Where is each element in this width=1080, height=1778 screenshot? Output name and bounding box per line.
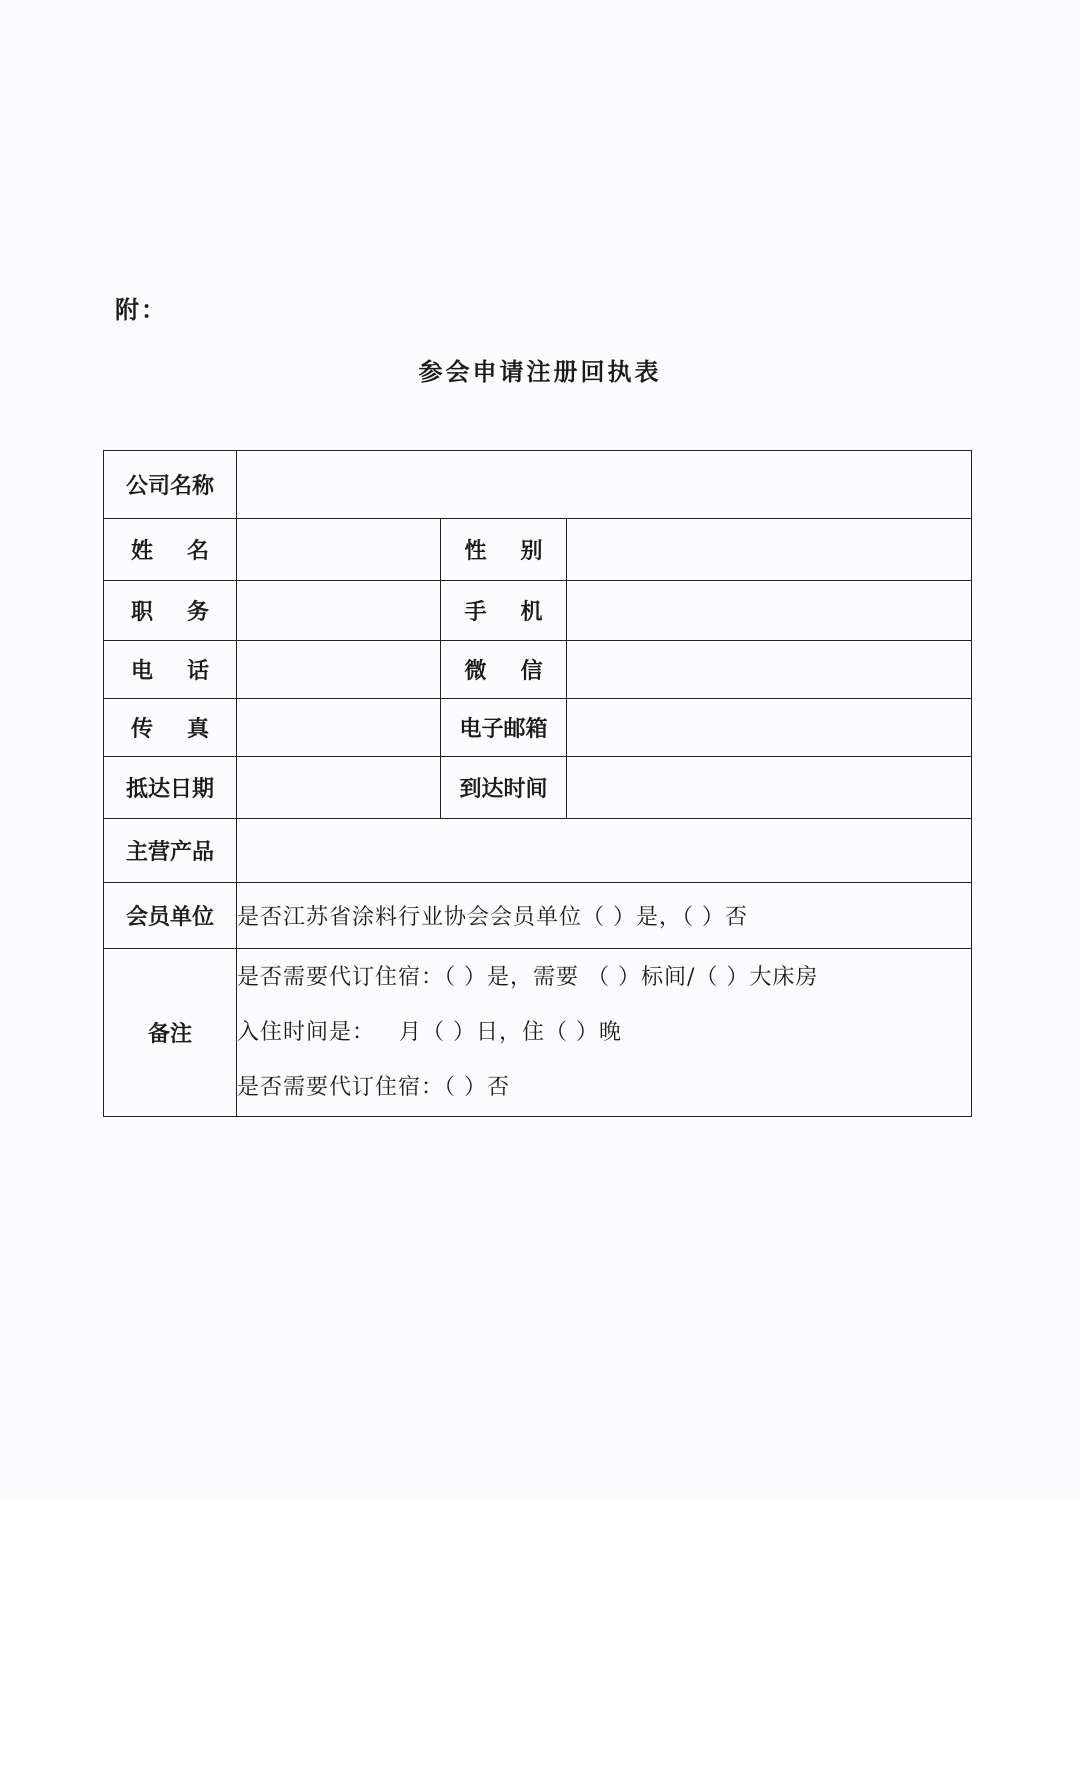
field-email[interactable] [567,699,972,757]
row-name-gender [104,519,972,581]
field-position[interactable] [237,581,441,641]
field-fax[interactable] [237,699,441,757]
field-gender[interactable] [567,519,972,581]
attachment-label: 附： [115,295,167,324]
label-arrival-date: 抵达日期 [104,757,237,819]
label-name: 姓 名 [104,519,237,581]
form-title: 参会申请注册回执表 [418,357,662,386]
field-mobile[interactable] [567,581,972,641]
label-member: 会员单位 [104,883,237,949]
registration-form-table [103,450,972,1117]
label-mobile: 手 机 [441,581,567,641]
field-wechat[interactable] [567,641,972,699]
field-products[interactable] [237,819,972,883]
remarks-line-accommodation-yes: 是否需要代订住宿：（ ）是，需要 （ ）标间/（ ）大床房 [237,965,819,990]
row-fax-email [104,699,972,757]
row-member [104,883,972,949]
field-phone[interactable] [237,641,441,699]
label-products: 主营产品 [104,819,237,883]
row-company [104,451,972,519]
label-email: 电子邮箱 [441,699,567,757]
row-remarks [104,949,972,1117]
field-company[interactable] [237,451,972,519]
remarks-content[interactable] [237,949,972,1117]
label-fax: 传 真 [104,699,237,757]
remarks-line-accommodation-no: 是否需要代订住宿：（ ）否 [237,1075,510,1100]
label-arrival-time: 到达时间 [441,757,567,819]
row-products [104,819,972,883]
label-company: 公司名称 [104,451,237,519]
row-position-mobile [104,581,972,641]
label-phone: 电 话 [104,641,237,699]
member-question[interactable]: 是否江苏省涂料行业协会会员单位（ ）是，（ ）否 [237,883,972,949]
field-arrival-time[interactable] [567,757,972,819]
label-wechat: 微 信 [441,641,567,699]
label-position: 职 务 [104,581,237,641]
row-phone-wechat [104,641,972,699]
field-arrival-date[interactable] [237,757,441,819]
field-name[interactable] [237,519,441,581]
label-remarks: 备注 [104,949,237,1117]
row-arrival [104,757,972,819]
label-gender: 性 别 [441,519,567,581]
remarks-line-checkin: 入住时间是： 月（ ）日，住（ ）晚 [237,1020,623,1045]
